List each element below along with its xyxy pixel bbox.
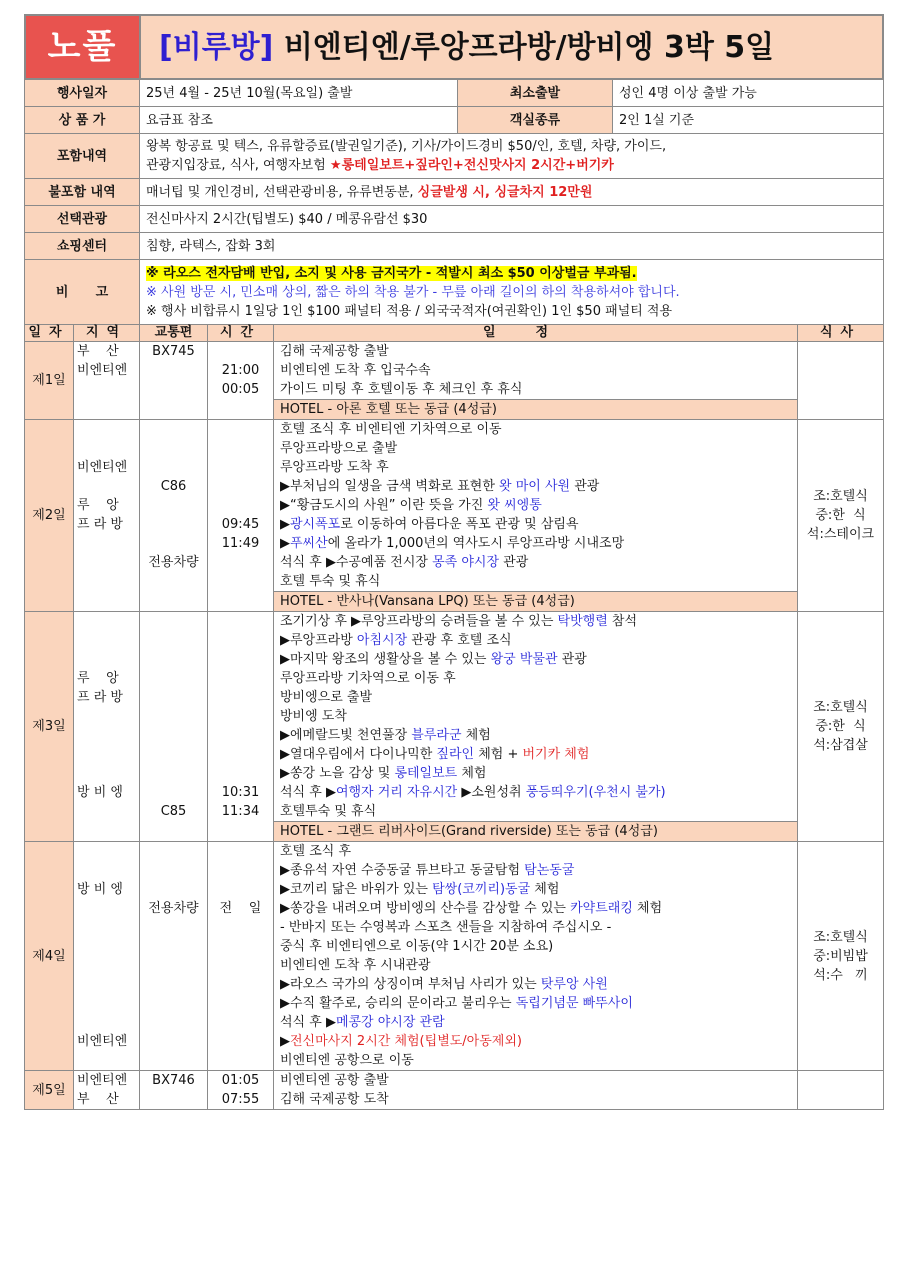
itinerary-page (24, 14, 884, 1110)
activity-line (280, 861, 791, 880)
activity-line (280, 669, 791, 688)
note3: ※ 행사 비합류시 1일당 1인 $100 패널티 적용 / 외국국적자(여권확인) 1인 $50 패널티 적용 (146, 303, 673, 319)
day-transport-text: C86 전용차량 (148, 479, 199, 570)
day-label-text: 제1일 (32, 373, 66, 388)
activity-segment: ▶루앙프라방 (280, 633, 357, 648)
activity-segment: ▶부처님의 일생을 금색 벽화로 표현한 (280, 479, 500, 494)
activity-segment: 방비엥 도착 (280, 709, 347, 724)
col-itinerary: 일정 (274, 325, 798, 342)
day-label-text: 제2일 (32, 508, 66, 523)
activity-segment: 관광 후 호텔 조식 (407, 633, 512, 648)
col-transport: 교통편 (140, 325, 208, 342)
col-area: 지역 (74, 325, 140, 342)
activity-segment: ▶쏭강 노을 감상 및 (280, 766, 395, 781)
activity-segment: 왕궁 박물관 (490, 652, 558, 667)
activity-segment: 탁밧행렬 (557, 614, 608, 629)
day-activities (274, 342, 798, 420)
day-area (74, 1071, 140, 1110)
price-value: 요금표 참조 (140, 107, 458, 134)
day-area-text: 루 앙 프 라 방 방 비 엥 (77, 671, 123, 800)
day-time (208, 342, 274, 420)
activity-segment: 호텔 조식 후 (280, 844, 352, 859)
activity-segment: 왓 씨엥통 (487, 498, 542, 513)
incl-star: ★롱테일보트+짚라인+전신맛사지 2시간+버기카 (329, 158, 614, 173)
activity-segment: 루앙프라방으로 출발 (280, 441, 398, 456)
day-area (74, 612, 140, 842)
incl-line2-text: 관광지입장료, 식사, 여행자보험 (146, 158, 330, 173)
min-value: 성인 4명 이상 출발 가능 (613, 80, 884, 107)
hotel-line: HOTEL - 아론 호텔 또는 동급 (4성급) (274, 399, 797, 419)
day-transport (140, 1071, 208, 1110)
activity-segment: 비엔티엔 도착 후 시내관광 (280, 958, 431, 973)
activity-line (280, 439, 791, 458)
day-time-text: 21:00 00:05 (221, 363, 260, 397)
activity-segment: 석식 후 ▶ (280, 785, 336, 800)
activity-segment: 독립기념문 빠뚜사이 (515, 996, 633, 1011)
activity-segment: 탐논동굴 (524, 863, 575, 878)
day-row (25, 342, 884, 420)
activity-line (280, 707, 791, 726)
activity-line (280, 612, 791, 631)
day-activities (274, 1071, 798, 1110)
price-label: 상 품 가 (25, 107, 140, 134)
day-meal (798, 842, 884, 1071)
activity-line (280, 420, 791, 439)
activity-segment: 왓 마이 사원 (499, 479, 571, 494)
opt-label: 선택관광 (25, 206, 140, 233)
activity-line (280, 458, 791, 477)
activity-line (280, 477, 791, 496)
activity-line (280, 994, 791, 1013)
activity-segment: 탓루앙 사원 (540, 977, 608, 992)
activity-line (280, 764, 791, 783)
activity-line (280, 937, 791, 956)
activity-segment: ▶에메랄드빛 천연풀장 (280, 728, 412, 743)
day-time-text: 10:31 11:34 (221, 785, 260, 819)
activity-segment: 짚라인 (436, 747, 475, 762)
activity-segment: 관광 (557, 652, 587, 667)
activity-line (280, 783, 791, 802)
col-meal: 식사 (798, 325, 884, 342)
activity-segment: 몽족 야시장 (432, 555, 500, 570)
activity-line (280, 572, 791, 591)
day-meal (798, 612, 884, 842)
incl-label: 포함내역 (25, 134, 140, 179)
activity-line (280, 842, 791, 861)
day-transport (140, 342, 208, 420)
day-time-text: 전 일 (219, 901, 262, 916)
day-meal-text: 조:호텔식 중:한 식 석:스테이크 (806, 489, 875, 542)
day-time (208, 420, 274, 612)
activity-line (280, 342, 791, 361)
activity-segment: 관광 (499, 555, 529, 570)
activity-segment: 여행자 거리 자유시간 (335, 785, 458, 800)
activity-line (280, 1051, 791, 1070)
activity-segment: 참석 (607, 614, 638, 629)
day-area-text: 비엔티엔 부 산 (77, 1073, 128, 1107)
excl-text: 매너팁 및 개인경비, 선택관광비용, 유류변동분, (146, 184, 418, 200)
activity-segment: 관광 (570, 479, 600, 494)
activity-line (280, 1071, 791, 1090)
activity-line (280, 726, 791, 745)
activity-segment: 호텔 투숙 및 휴식 (280, 574, 381, 589)
activity-line (280, 534, 791, 553)
activity-segment: 버기카 체험 (522, 747, 590, 762)
activity-line (280, 650, 791, 669)
activity-segment: 호텔 조식 후 비엔티엔 기차역으로 이동 (280, 422, 502, 437)
day-time-text: 09:45 11:49 (221, 517, 260, 551)
excl-red: 싱글발생 시, 싱글차지 12만원 (417, 184, 593, 200)
activity-line (280, 1032, 791, 1051)
note2: ※ 사원 방문 시, 민소매 상의, 짧은 하의 착용 불가 - 무릎 아래 길이의 하의 착용하셔야 합니다. (146, 284, 680, 300)
day-transport-text: C85 (160, 804, 187, 819)
day-row (25, 420, 884, 612)
excl-value (140, 179, 884, 206)
note1 (146, 264, 877, 283)
excl-label: 불포함 내역 (25, 179, 140, 206)
day-area-text: 방 비 엥 비엔티엔 (77, 882, 128, 1049)
day-label (25, 842, 74, 1071)
day-time (208, 842, 274, 1071)
activity-segment: 블루라군 (411, 728, 462, 743)
activity-segment: 아침시장 (356, 633, 408, 648)
activity-segment: 광시폭포 (290, 517, 341, 532)
day-meal (798, 342, 884, 420)
day-label (25, 420, 74, 612)
activity-segment: ▶ (280, 1034, 290, 1049)
activity-line (280, 553, 791, 572)
min-label: 최소출발 (458, 80, 613, 107)
activity-line (280, 380, 791, 399)
activity-segment: ▶ (280, 517, 290, 532)
activity-segment: 푸씨산 (290, 536, 328, 551)
activity-segment: 조기기상 후 ▶루앙프라방의 승려들을 볼 수 있는 (280, 614, 558, 629)
activity-segment: 풍등띄우기(우천시 불가) (525, 785, 666, 800)
activity-segment: - 반바지 또는 수영복과 스포츠 샌들을 지참하여 주십시오 - (280, 920, 612, 935)
day-transport-text: BX745 (152, 344, 195, 359)
activity-line (280, 1013, 791, 1032)
day-meal (798, 1071, 884, 1110)
activity-segment: ▶라오스 국가의 상징이며 부처님 사리가 있는 (280, 977, 541, 992)
note1-text: ※ 라오스 전자담배 반입, 소지 및 사용 금지국가 - 적발시 최소 $50 이상벌금 부과됨. (146, 265, 637, 281)
activity-line (280, 802, 791, 821)
shop-value: 침향, 라텍스, 잡화 3회 (140, 233, 884, 260)
day-area (74, 342, 140, 420)
day-time-text: 01:05 07:55 (221, 1073, 260, 1107)
activity-segment: ▶코끼리 닮은 바위가 있는 (280, 882, 433, 897)
col-time: 시간 (208, 325, 274, 342)
day-label-text: 제4일 (32, 948, 66, 964)
date-value: 25년 4월 - 25년 10월(목요일) 출발 (140, 80, 458, 107)
incl-line1: 왕복 항공료 및 텍스, 유류할증료(발권일기준), 기사/가이드경비 $50/인, 호텔, 차량, 가이드, (146, 139, 667, 154)
activity-segment: 중식 후 비엔티엔으로 이동(약 1시간 20분 소요) (280, 939, 554, 954)
day-activities (274, 842, 798, 1071)
day-transport (140, 420, 208, 612)
activity-line (280, 1090, 791, 1109)
note-value (140, 260, 884, 325)
activity-segment: 김해 국제공항 출발 (280, 344, 389, 359)
activity-line (280, 515, 791, 534)
activity-segment: 루앙프라방 기차역으로 이동 후 (280, 671, 456, 686)
activity-line (280, 975, 791, 994)
activity-segment: 루앙프라방 도착 후 (280, 460, 389, 475)
activity-segment: 체험 (530, 882, 560, 897)
shop-label: 쇼핑센터 (25, 233, 140, 260)
activity-segment: 체험 (632, 901, 663, 916)
activity-segment: 체험 (461, 728, 491, 743)
col-day: 일자 (25, 325, 74, 342)
day-label-text: 제3일 (32, 719, 66, 734)
day-meal (798, 420, 884, 612)
day-label (25, 612, 74, 842)
day-row (25, 842, 884, 1071)
day-area (74, 420, 140, 612)
activity-segment: ▶종유석 자연 수중동굴 튜브타고 동굴탐험 (280, 863, 525, 878)
title-prefix: [비루방] (159, 29, 274, 65)
brand-logo: 노풀 (25, 15, 140, 79)
activity-line (280, 496, 791, 515)
day-transport-text: 전용차량 (148, 901, 199, 916)
activity-segment: 전신마사지 2시간 체험(팁별도/아동제외) (290, 1034, 522, 1049)
activity-segment: ▶수직 활주로, 승리의 문이라고 불리우는 (280, 996, 516, 1011)
day-transport-text: BX746 (152, 1073, 195, 1088)
title-main: 비엔티엔/루앙프라방/방비엥 3박 5일 (283, 29, 775, 65)
activity-segment: 체험 + (474, 747, 523, 762)
room-value: 2인 1실 기준 (613, 107, 884, 134)
day-meal-text: 조:호텔식 중:비빔밥 석:수 끼 (813, 929, 868, 983)
day-transport (140, 612, 208, 842)
day-row (25, 612, 884, 842)
activity-segment: ▶쏭강을 내려오며 방비엥의 산수를 감상할 수 있는 (280, 901, 571, 916)
activity-segment: 석식 후 ▶수공예품 전시장 (280, 555, 433, 570)
date-label: 행사일자 (25, 80, 140, 107)
day-transport (140, 842, 208, 1071)
day-time (208, 612, 274, 842)
activity-segment: 카약트래킹 (570, 901, 633, 916)
activity-segment: 메콩강 야시장 관람 (335, 1015, 445, 1030)
day-row (25, 1071, 884, 1110)
activity-segment: ▶“황금도시의 사원” 이란 뜻을 가진 (280, 498, 488, 513)
activity-segment: 석식 후 ▶ (280, 1015, 336, 1030)
activity-line (280, 918, 791, 937)
opt-value: 전신마사지 2시간(팁별도) $40 / 메콩유람선 $30 (140, 206, 884, 233)
day-label (25, 342, 74, 420)
activity-segment: 체험 (457, 766, 487, 781)
activity-segment: 에 올라가 1,000년의 역사도시 루앙프라방 시내조망 (327, 536, 625, 551)
activity-segment: ▶ (280, 536, 290, 551)
activity-line (280, 899, 791, 918)
activity-line (280, 880, 791, 899)
day-label (25, 1071, 74, 1110)
hotel-line: HOTEL - 그랜드 리버사이드(Grand riverside) 또는 동급 (4성급) (274, 821, 797, 841)
activity-line (280, 631, 791, 650)
day-activities (274, 612, 798, 842)
incl-line2 (146, 156, 877, 175)
activity-line (280, 361, 791, 380)
activity-line (280, 688, 791, 707)
activity-segment: 비엔티엔 공항으로 이동 (280, 1053, 414, 1068)
activity-segment: 롱테일보트 (394, 766, 458, 781)
day-label-text: 제5일 (32, 1082, 66, 1098)
activity-segment: 비엔티엔 도착 후 입국수속 (280, 363, 431, 378)
schedule-table (24, 324, 884, 1110)
day-meal-text: 조:호텔식 중:한 식 석:삼겹살 (813, 700, 868, 753)
activity-segment: ▶열대우림에서 다이나믹한 (280, 747, 437, 762)
day-area-text: 부 산 비엔티엔 (77, 344, 128, 378)
activity-segment: 호텔투숙 및 휴식 (280, 804, 377, 819)
day-time (208, 1071, 274, 1110)
day-area (74, 842, 140, 1071)
activity-segment: 김해 국제공항 도착 (280, 1092, 389, 1107)
day-activities (274, 420, 798, 612)
page-title (140, 15, 883, 79)
activity-line (280, 745, 791, 764)
info-table (24, 79, 884, 325)
header-table (24, 14, 884, 80)
activity-segment: ▶마지막 왕조의 생활상을 볼 수 있는 (280, 652, 491, 667)
room-label: 객실종류 (458, 107, 613, 134)
day-area-text: 비엔티엔 루 앙 프 라 방 (77, 460, 128, 532)
activity-segment: 가이드 미팅 후 호텔이동 후 체크인 후 휴식 (280, 382, 523, 397)
hotel-line: HOTEL - 반사나(Vansana LPQ) 또는 동급 (4성급) (274, 591, 797, 611)
note-label: 비 고 (25, 260, 140, 325)
activity-segment: 탐쌍(코끼리)동굴 (432, 882, 531, 897)
activity-segment: 방비엥으로 출발 (280, 690, 373, 705)
activity-segment: ▶소원성취 (457, 785, 526, 800)
activity-segment: 비엔티엔 공항 출발 (280, 1073, 389, 1088)
activity-segment: 로 이동하여 아름다운 폭포 관광 및 삼림욕 (340, 517, 579, 532)
activity-line (280, 956, 791, 975)
incl-value (140, 134, 884, 179)
